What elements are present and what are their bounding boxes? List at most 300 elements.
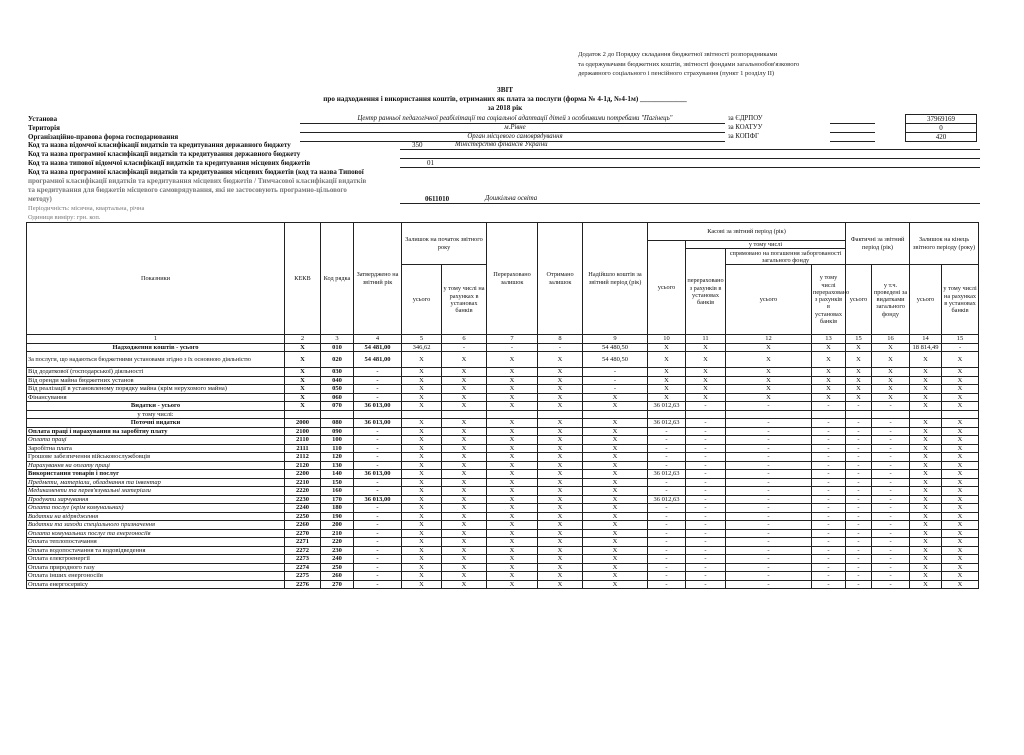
prog-local-name: Дошкільна освіта bbox=[485, 195, 538, 202]
cell-c12: - bbox=[726, 427, 812, 436]
cell-c6: X bbox=[442, 580, 487, 589]
cell-code bbox=[321, 410, 354, 419]
table-row bbox=[27, 478, 979, 487]
table-row bbox=[27, 504, 979, 513]
cell-approved: 36 013,00 bbox=[354, 470, 402, 479]
column-number: 1 bbox=[27, 335, 285, 344]
cell-c16: - bbox=[872, 436, 910, 445]
table-row bbox=[27, 368, 979, 377]
cell-c5: X bbox=[402, 444, 442, 453]
cell-c13 bbox=[812, 410, 846, 419]
cell-c15: - bbox=[846, 529, 872, 538]
kopfg-label: за КОПФГ bbox=[728, 133, 759, 140]
cell-code: 270 bbox=[321, 580, 354, 589]
cell-c11: - bbox=[686, 538, 726, 547]
cell-c14: 18 814,49 bbox=[910, 343, 942, 352]
cell-approved: - bbox=[354, 478, 402, 487]
cell-c10: - bbox=[648, 427, 686, 436]
cell-c13: - bbox=[812, 402, 846, 411]
cell-c12: - bbox=[726, 580, 812, 589]
cell-c10: - bbox=[648, 563, 686, 572]
head-actual-total: усього bbox=[846, 265, 872, 335]
cell-c10: - bbox=[648, 521, 686, 530]
column-number: 3 bbox=[321, 335, 354, 344]
cell-c11: X bbox=[686, 352, 726, 368]
cell-approved: - bbox=[354, 555, 402, 564]
cell-c14: X bbox=[910, 504, 942, 513]
cell-c13: - bbox=[812, 478, 846, 487]
cell-c14: X bbox=[910, 521, 942, 530]
cell-code: 190 bbox=[321, 512, 354, 521]
cell-c9: X bbox=[583, 529, 648, 538]
cell-c7: X bbox=[487, 436, 538, 445]
head-end-total: усього bbox=[910, 265, 942, 335]
cell-code: 050 bbox=[321, 385, 354, 394]
column-number: 8 bbox=[538, 335, 583, 344]
table-row bbox=[27, 453, 979, 462]
row-name: Оплата енергосервісу bbox=[27, 580, 285, 589]
legal-note bbox=[578, 50, 878, 79]
cell-code: 020 bbox=[321, 352, 354, 368]
cell-c7: X bbox=[487, 376, 538, 385]
row-name: Оплата водопостачання та водовідведення bbox=[27, 546, 285, 555]
cell-code: 160 bbox=[321, 487, 354, 496]
territory-label: Територія bbox=[28, 124, 60, 132]
cell-c7: X bbox=[487, 495, 538, 504]
cell-c11: X bbox=[686, 393, 726, 402]
cell-kekv: X bbox=[285, 352, 321, 368]
cell-c16: X bbox=[872, 393, 910, 402]
cell-c14: X bbox=[910, 546, 942, 555]
cell-c7: X bbox=[487, 580, 538, 589]
edrpou-label: за ЄДРПОУ bbox=[728, 115, 763, 122]
cell-c10: - bbox=[648, 555, 686, 564]
institution-value: Центр ранньої педагогічної реабілітації та соціальної адаптації дітей з особливими потребами "Пагінець" bbox=[357, 115, 673, 122]
cell-c11: - bbox=[686, 495, 726, 504]
cell-c7: X bbox=[487, 546, 538, 555]
cell-c8: X bbox=[538, 580, 583, 589]
cell-c10: - bbox=[648, 529, 686, 538]
row-name: Поточні видатки bbox=[27, 419, 285, 428]
head-repay-incl: у тому числі перераховано з рахунків в установах банків bbox=[812, 265, 846, 335]
cell-c15: - bbox=[846, 487, 872, 496]
cell-c5: X bbox=[402, 487, 442, 496]
cell-c6: X bbox=[442, 555, 487, 564]
cell-c15: - bbox=[846, 470, 872, 479]
cell-c14: X bbox=[910, 470, 942, 479]
cell-c5: X bbox=[402, 402, 442, 411]
cell-c13: - bbox=[812, 470, 846, 479]
cell-c7: X bbox=[487, 504, 538, 513]
cell-c9: - bbox=[583, 385, 648, 394]
cell-c13: - bbox=[812, 563, 846, 572]
head-incl: у тому числі bbox=[686, 241, 846, 249]
cell-c14: X bbox=[910, 478, 942, 487]
cell-c7: X bbox=[487, 393, 538, 402]
cell-c6: X bbox=[442, 436, 487, 445]
cell-c12: X bbox=[726, 385, 812, 394]
cell-c7: X bbox=[487, 487, 538, 496]
cell-approved: - bbox=[354, 376, 402, 385]
cell-c14: X bbox=[910, 444, 942, 453]
cell-code: 080 bbox=[321, 419, 354, 428]
territory-value: м.Рівне bbox=[504, 124, 526, 131]
head-actual: Фактичні за звітний період (рік) bbox=[846, 223, 910, 265]
cell-c13: - bbox=[812, 521, 846, 530]
cell-c15: - bbox=[846, 572, 872, 581]
cell-c6: X bbox=[442, 453, 487, 462]
cell-c10: - bbox=[648, 478, 686, 487]
cell-c9: X bbox=[583, 512, 648, 521]
head-directed-repay: спрямовано на погашення заборгованості загального фонду bbox=[726, 249, 846, 265]
cell-c12: - bbox=[726, 487, 812, 496]
cell-c14: X bbox=[910, 563, 942, 572]
cell-c13: - bbox=[812, 572, 846, 581]
cell-c12: - bbox=[726, 453, 812, 462]
cell-kekv: 2230 bbox=[285, 495, 321, 504]
legal-form-label: Організаційно-правова форма господарювання bbox=[28, 133, 179, 141]
cell-c13: - bbox=[812, 427, 846, 436]
cell-c13: - bbox=[812, 419, 846, 428]
cell-c11: - bbox=[686, 470, 726, 479]
row-name: Видатки на відрядження bbox=[27, 512, 285, 521]
cell-c13: X bbox=[812, 376, 846, 385]
cell-c6: - bbox=[442, 343, 487, 352]
table-row bbox=[27, 427, 979, 436]
column-number: 13 bbox=[812, 335, 846, 344]
cell-c10: X bbox=[648, 352, 686, 368]
cell-c7: X bbox=[487, 453, 538, 462]
cell-c13: - bbox=[812, 512, 846, 521]
head-row-code: Код рядка bbox=[321, 223, 354, 335]
cell-c15b: X bbox=[942, 495, 979, 504]
cell-c7: X bbox=[487, 419, 538, 428]
table-row bbox=[27, 436, 979, 445]
cell-c11: - bbox=[686, 504, 726, 513]
cell-c15b: X bbox=[942, 521, 979, 530]
table-row bbox=[27, 555, 979, 564]
cell-kekv: 2111 bbox=[285, 444, 321, 453]
cell-c6: X bbox=[442, 563, 487, 572]
cell-c9: X bbox=[583, 461, 648, 470]
cell-code: 100 bbox=[321, 436, 354, 445]
cell-c16: - bbox=[872, 546, 910, 555]
cell-c8: X bbox=[538, 470, 583, 479]
head-approved: Затверджено на звітний рік bbox=[354, 223, 402, 335]
cell-kekv: 2270 bbox=[285, 529, 321, 538]
cell-c6: X bbox=[442, 368, 487, 377]
cell-c11: - bbox=[686, 427, 726, 436]
cell-c16: - bbox=[872, 427, 910, 436]
cell-c13: X bbox=[812, 352, 846, 368]
cell-c15: X bbox=[846, 376, 872, 385]
cell-c16: X bbox=[872, 343, 910, 352]
cell-c6: X bbox=[442, 402, 487, 411]
cell-c7: X bbox=[487, 521, 538, 530]
cell-c15b: X bbox=[942, 580, 979, 589]
cell-c15b: X bbox=[942, 376, 979, 385]
cell-c8: X bbox=[538, 376, 583, 385]
row-name: Надходження коштів - усього bbox=[27, 343, 285, 352]
cell-c10: - bbox=[648, 580, 686, 589]
column-number: 15 bbox=[846, 335, 872, 344]
cell-c7: X bbox=[487, 563, 538, 572]
head-balance-end: Залишок на кінець звітного періоду (року) bbox=[910, 223, 979, 265]
cell-c5: X bbox=[402, 478, 442, 487]
cell-c15: - bbox=[846, 444, 872, 453]
cell-kekv: 2240 bbox=[285, 504, 321, 513]
cell-c8: X bbox=[538, 352, 583, 368]
cell-c7: X bbox=[487, 368, 538, 377]
cell-c9: X bbox=[583, 453, 648, 462]
cell-c5: X bbox=[402, 470, 442, 479]
cell-c11: X bbox=[686, 368, 726, 377]
cell-c16: - bbox=[872, 580, 910, 589]
cell-c16: - bbox=[872, 444, 910, 453]
cell-c10 bbox=[648, 410, 686, 419]
cell-c13: X bbox=[812, 343, 846, 352]
cell-c15b: X bbox=[942, 538, 979, 547]
cell-c11 bbox=[686, 410, 726, 419]
cell-c15: - bbox=[846, 453, 872, 462]
cell-c14: X bbox=[910, 538, 942, 547]
cell-c11: - bbox=[686, 580, 726, 589]
cell-code: 140 bbox=[321, 470, 354, 479]
cell-c15b: X bbox=[942, 393, 979, 402]
cell-c8: X bbox=[538, 453, 583, 462]
cell-c10: 36 012,63 bbox=[648, 419, 686, 428]
cell-c11: - bbox=[686, 563, 726, 572]
cell-c15: - bbox=[846, 555, 872, 564]
cell-c6: X bbox=[442, 495, 487, 504]
cell-c16: - bbox=[872, 512, 910, 521]
cell-c12: X bbox=[726, 393, 812, 402]
cell-c11: - bbox=[686, 444, 726, 453]
cell-approved: 54 481,00 bbox=[354, 352, 402, 368]
column-number: 5 bbox=[402, 335, 442, 344]
cell-c15b: X bbox=[942, 461, 979, 470]
cell-approved: - bbox=[354, 563, 402, 572]
cell-kekv: 2110 bbox=[285, 436, 321, 445]
cell-c15: - bbox=[846, 504, 872, 513]
cell-c8: X bbox=[538, 393, 583, 402]
cell-c16: - bbox=[872, 487, 910, 496]
cell-c5: X bbox=[402, 512, 442, 521]
edrpou-value: 37969169 bbox=[905, 114, 977, 124]
cell-c12: - bbox=[726, 546, 812, 555]
cell-c10: - bbox=[648, 444, 686, 453]
cell-approved: - bbox=[354, 529, 402, 538]
cell-c9: X bbox=[583, 546, 648, 555]
cell-approved: - bbox=[354, 572, 402, 581]
cell-c5: X bbox=[402, 427, 442, 436]
cell-c12: - bbox=[726, 512, 812, 521]
cell-c16: - bbox=[872, 402, 910, 411]
head-transferred-accounts: перераховано з рахунків в установах банків bbox=[686, 249, 726, 335]
cell-c5: X bbox=[402, 419, 442, 428]
cell-c14: X bbox=[910, 580, 942, 589]
cell-c5: X bbox=[402, 461, 442, 470]
cell-approved: - bbox=[354, 453, 402, 462]
cell-c14: X bbox=[910, 352, 942, 368]
cell-c11: - bbox=[686, 529, 726, 538]
cell-c10: X bbox=[648, 385, 686, 394]
row-name: Медикаменти та перев'язувальні матеріали bbox=[27, 487, 285, 496]
cell-c8: X bbox=[538, 529, 583, 538]
head-end-incl: у тому числі на рахунках в установах банків bbox=[942, 265, 979, 335]
cell-c7: X bbox=[487, 470, 538, 479]
cell-c15: X bbox=[846, 385, 872, 394]
cell-c6: X bbox=[442, 504, 487, 513]
cell-c15b: X bbox=[942, 402, 979, 411]
prog-local-label-2: програмної класифікації видатків та кредитування місцевих бюджетів / Тимчасової класифікації видатків bbox=[28, 177, 367, 185]
row-name: Від оренди майна бюджетних установ bbox=[27, 376, 285, 385]
cell-c15: - bbox=[846, 419, 872, 428]
cell-c11: - bbox=[686, 487, 726, 496]
table-row bbox=[27, 385, 979, 394]
cell-c12: - bbox=[726, 436, 812, 445]
cell-c16: - bbox=[872, 495, 910, 504]
cell-c9: - bbox=[583, 376, 648, 385]
cell-c15b: X bbox=[942, 436, 979, 445]
cell-c15b: X bbox=[942, 444, 979, 453]
cell-c12: - bbox=[726, 402, 812, 411]
kopfg-value: 420 bbox=[905, 132, 977, 142]
cell-c12: - bbox=[726, 419, 812, 428]
cell-c9: X bbox=[583, 487, 648, 496]
cell-c9: X bbox=[583, 495, 648, 504]
cell-c11: - bbox=[686, 521, 726, 530]
column-number: 16 bbox=[872, 335, 910, 344]
cell-c6: X bbox=[442, 487, 487, 496]
cell-kekv: 2271 bbox=[285, 538, 321, 547]
cell-c16: - bbox=[872, 478, 910, 487]
column-number: 11 bbox=[686, 335, 726, 344]
cell-c9: X bbox=[583, 504, 648, 513]
row-name: Нарахування на оплату праці bbox=[27, 461, 285, 470]
cell-c15b: X bbox=[942, 419, 979, 428]
cell-code: 150 bbox=[321, 478, 354, 487]
table-row bbox=[27, 487, 979, 496]
cell-c8: X bbox=[538, 572, 583, 581]
cell-c16: - bbox=[872, 555, 910, 564]
cell-c9: X bbox=[583, 521, 648, 530]
cell-c15: - bbox=[846, 478, 872, 487]
cell-kekv: 2272 bbox=[285, 546, 321, 555]
row-name: Видатки - усього bbox=[27, 402, 285, 411]
cell-c5: 346,62 bbox=[402, 343, 442, 352]
cell-code: 010 bbox=[321, 343, 354, 352]
cell-c12: X bbox=[726, 376, 812, 385]
cell-c8: X bbox=[538, 461, 583, 470]
row-name: Від реалізації в установленому порядку майна (крім нерухомого майна) bbox=[27, 385, 285, 394]
row-name: Заробітна плата bbox=[27, 444, 285, 453]
cell-c12: - bbox=[726, 563, 812, 572]
cell-c5: X bbox=[402, 538, 442, 547]
cell-c7: X bbox=[487, 555, 538, 564]
cell-c8: X bbox=[538, 444, 583, 453]
cell-c6: X bbox=[442, 546, 487, 555]
table-row bbox=[27, 495, 979, 504]
cell-code: 060 bbox=[321, 393, 354, 402]
column-number: 2 bbox=[285, 335, 321, 344]
cell-c11: - bbox=[686, 555, 726, 564]
legal-note-line-1: Додаток 2 до Порядку складання бюджетної звітності розпорядниками bbox=[578, 51, 778, 58]
dept-code-value: 350 bbox=[412, 141, 423, 149]
cell-c15b: X bbox=[942, 572, 979, 581]
report-rows bbox=[27, 343, 979, 589]
cell-c13: - bbox=[812, 529, 846, 538]
cell-c16: - bbox=[872, 453, 910, 462]
typical-value: 01 bbox=[427, 159, 434, 167]
cell-c10: X bbox=[648, 343, 686, 352]
cell-c5: X bbox=[402, 376, 442, 385]
table-row bbox=[27, 470, 979, 479]
cell-c6: X bbox=[442, 385, 487, 394]
cell-c12: - bbox=[726, 461, 812, 470]
cell-approved: - bbox=[354, 427, 402, 436]
head-indicators: Показники bbox=[27, 223, 285, 335]
cell-c10: - bbox=[648, 546, 686, 555]
cell-c9: 54 480,50 bbox=[583, 343, 648, 352]
cell-approved: - bbox=[354, 385, 402, 394]
cell-c8: X bbox=[538, 563, 583, 572]
cell-approved: - bbox=[354, 393, 402, 402]
units: Одиниця виміру: грн. коп. bbox=[28, 214, 101, 221]
table-row bbox=[27, 393, 979, 402]
cell-c15b: X bbox=[942, 368, 979, 377]
cell-c7: X bbox=[487, 478, 538, 487]
cell-c10: X bbox=[648, 393, 686, 402]
cell-c6: X bbox=[442, 444, 487, 453]
cell-c6: X bbox=[442, 393, 487, 402]
cell-c9: 54 480,50 bbox=[583, 352, 648, 368]
cell-c14: X bbox=[910, 419, 942, 428]
cell-c15: - bbox=[846, 427, 872, 436]
cell-c15: X bbox=[846, 343, 872, 352]
cell-approved: - bbox=[354, 504, 402, 513]
prog-state-label: Код та назва програмної класифікації видатків та кредитування державного бюджету bbox=[28, 150, 301, 158]
cell-kekv: X bbox=[285, 368, 321, 377]
cell-c12 bbox=[726, 410, 812, 419]
cell-c14: X bbox=[910, 376, 942, 385]
cell-c5: X bbox=[402, 572, 442, 581]
cell-c15: - bbox=[846, 580, 872, 589]
cell-code: 120 bbox=[321, 453, 354, 462]
column-number: 6 bbox=[442, 335, 487, 344]
legal-form-value: Орган місцевого самоврядування bbox=[467, 133, 563, 140]
cell-c15: - bbox=[846, 436, 872, 445]
prog-local-label-1: Код та назва програмної класифікації видатків та кредитування місцевих бюджетів (код та назва Типової bbox=[28, 168, 364, 176]
cell-c13: X bbox=[812, 368, 846, 377]
cell-approved: - bbox=[354, 512, 402, 521]
cell-c10: - bbox=[648, 512, 686, 521]
cell-c15: - bbox=[846, 461, 872, 470]
row-name: Оплата праці bbox=[27, 436, 285, 445]
cell-c5: X bbox=[402, 580, 442, 589]
table-row bbox=[27, 538, 979, 547]
cell-kekv: 2274 bbox=[285, 563, 321, 572]
cell-c11: X bbox=[686, 343, 726, 352]
cell-c11: - bbox=[686, 402, 726, 411]
row-name: Предмети, матеріали, обладнання та інвентар bbox=[27, 478, 285, 487]
cell-c8: X bbox=[538, 419, 583, 428]
cell-c15b: X bbox=[942, 385, 979, 394]
cell-c6: X bbox=[442, 427, 487, 436]
cell-kekv bbox=[285, 410, 321, 419]
cell-c12: - bbox=[726, 504, 812, 513]
cell-c14: X bbox=[910, 436, 942, 445]
